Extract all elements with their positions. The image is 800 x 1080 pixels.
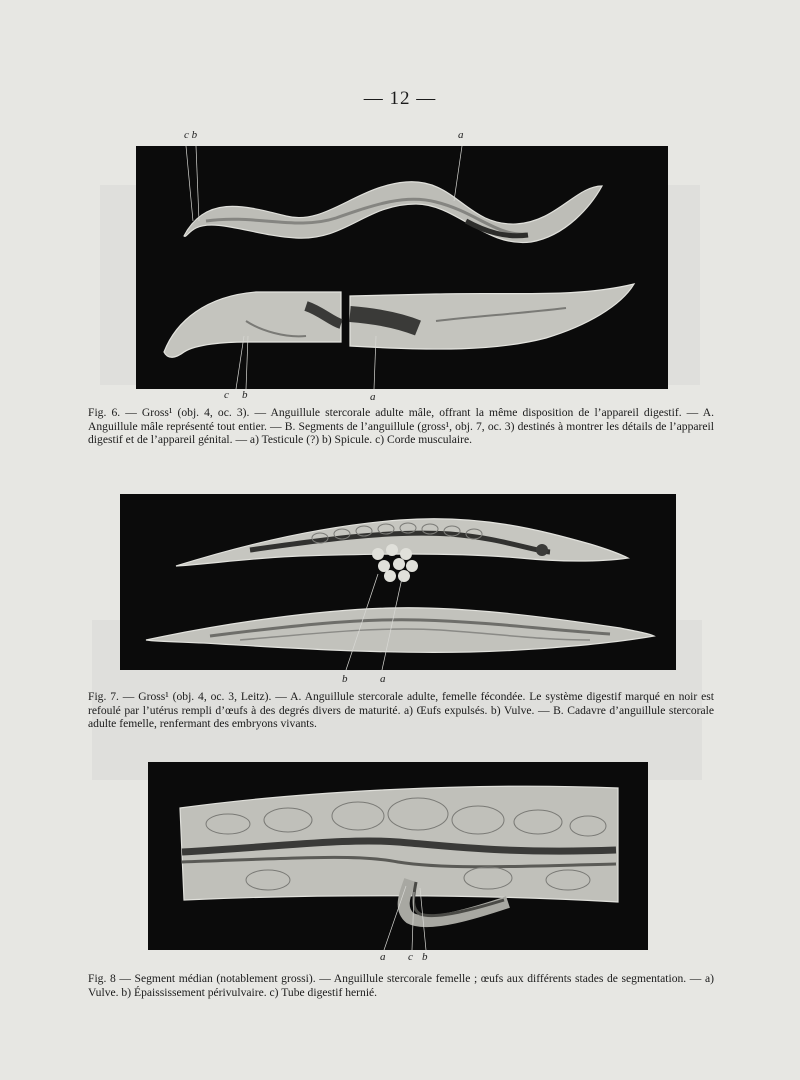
figure-6-illustration [136, 146, 668, 389]
figure-6-label-a-top: a [458, 129, 464, 141]
figure-7-caption-text: Fig. 7. — Gross¹ (obj. 4, oc. 3, Leitz). — A. Anguillule stercorale adulte, femelle fécondée. Le système digestif marqué en noir est refoulé par l’utérus rempli d’œufs à des degrés divers de maturité. a) Œufs expulsés. b) Vulve. — B. Cadavre d’anguillule stercorale adulte femelle, renfermant des embryons vivants. [88, 690, 714, 731]
figure-6-caption-text: Fig. 6. — Gross¹ (obj. 4, oc. 3). — Anguillule stercorale adulte mâle, offrant la même disposition de l’appareil digestif. — A. Anguillule mâle représenté tout entier. — B. Segments de l’anguillule (gross¹, obj. 7, oc. 3) destinés à montrer les détails de l’appareil digestif et de l’appareil génital. — a) Testicule (?) b) Spicule. c) Corde musculaire. [88, 406, 714, 447]
figure-8-caption-text: Fig. 8 — Segment médian (notablement grossi). — Anguillule stercorale femelle ; œufs aux différents stades de segmentation. — a) Vulve. b) Épaississement périvulvaire. c) Tube digestif hernié. [88, 972, 714, 999]
figure-6-plate [136, 146, 668, 389]
figure-8-label-a: a [380, 951, 386, 963]
figure-7-plate [120, 494, 676, 670]
figure-7-label-b: b [342, 673, 348, 685]
figure-6-label-cb-top: c b [184, 129, 198, 141]
figure-8-plate [148, 762, 648, 950]
figure-6-label-b-bottom: b [242, 389, 248, 401]
figure-6-label-a-bottom: a [370, 391, 376, 403]
figure-6-caption [88, 406, 714, 447]
figure-7-illustration [120, 494, 676, 670]
figure-8-caption [88, 972, 714, 999]
figure-8-label-b: b [422, 951, 428, 963]
page-number: — 12 — [363, 88, 437, 109]
figure-6-label-c-bottom: c [224, 389, 229, 401]
figure-8-label-c: c [408, 951, 413, 963]
figure-7-caption [88, 690, 714, 731]
figure-8-illustration [148, 762, 648, 950]
figure-7-label-a: a [380, 673, 386, 685]
